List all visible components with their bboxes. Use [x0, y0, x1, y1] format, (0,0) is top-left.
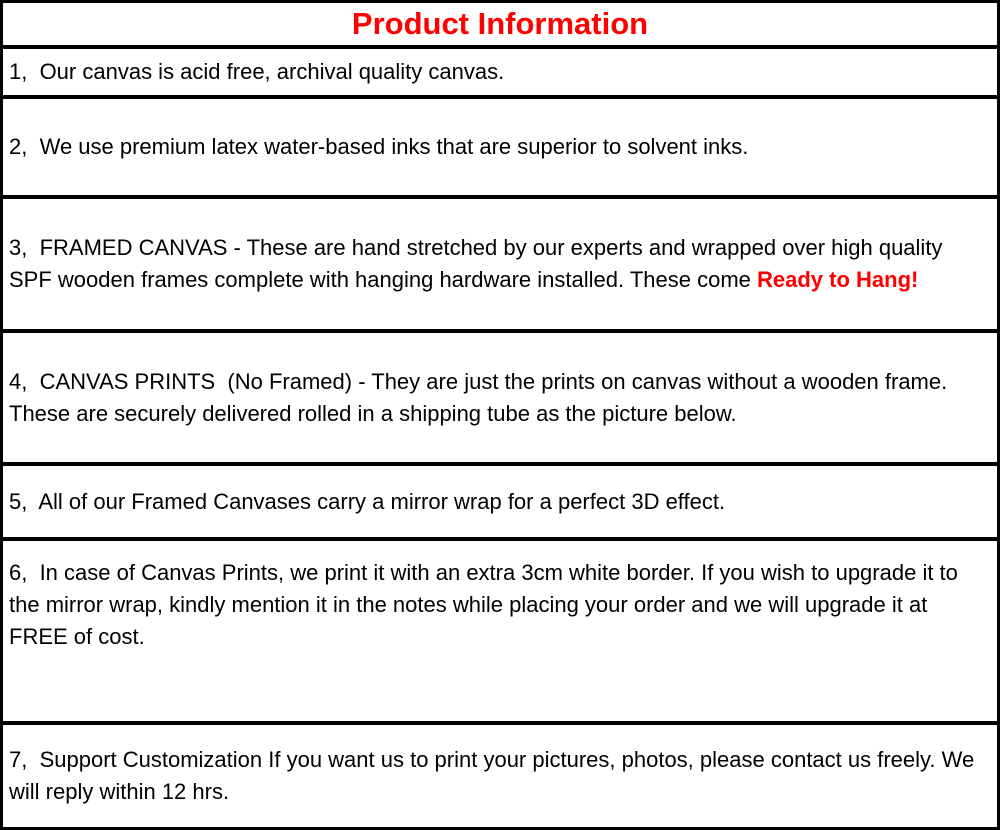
info-row — [3, 462, 997, 537]
row-text — [3, 366, 997, 430]
text-segment: 3, FRAMED CANVAS - These are hand stretched by our experts and wrapped over high quality SPF wooden frames complete with hanging hardware installed. These come — [9, 235, 949, 292]
info-rows — [3, 45, 997, 827]
title-row — [3, 3, 997, 45]
info-row — [3, 721, 997, 827]
info-row — [3, 195, 997, 329]
row-text — [3, 56, 997, 88]
highlight-text: Ready to Hang! — [757, 267, 919, 292]
page-title: Product Information — [351, 6, 649, 41]
text-segment: 6, In case of Canvas Prints, we print it with an extra 3cm white border. If you wish to upgrade it to the mirror wrap, kindly mention it in the notes while placing your order and we will upgrade it at FREE of cost. — [9, 560, 965, 649]
text-segment: 5, All of our Framed Canvases carry a mirror wrap for a perfect 3D effect. — [9, 488, 726, 514]
row-text — [3, 131, 997, 163]
row-text — [3, 557, 997, 653]
row-text — [3, 232, 997, 296]
row-text — [3, 744, 997, 808]
text-segment: 7, Support Customization If you want us to print your pictures, photos, please contact us freely. We will reply within 12 hrs. — [9, 747, 981, 804]
text-segment: 1, Our canvas is acid free, archival quality canvas. — [9, 59, 505, 84]
info-row — [3, 329, 997, 462]
text-segment: 2, We use premium latex water-based inks that are superior to solvent inks. — [9, 134, 749, 159]
info-row — [3, 95, 997, 195]
info-row — [3, 537, 997, 721]
text-segment: 4, CANVAS PRINTS (No Framed) - They are just the prints on canvas without a wooden frame. These are securely delivered rolled in a shipping tube as the picture below. — [9, 368, 953, 426]
info-row — [3, 45, 997, 95]
row-text — [3, 486, 997, 518]
